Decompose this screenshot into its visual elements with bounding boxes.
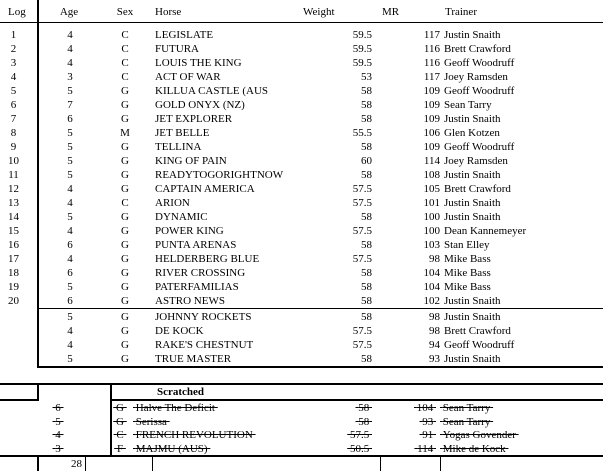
table-row xyxy=(0,126,603,140)
horse-name-cell: GOLD ONYX (NZ) xyxy=(155,99,245,111)
header-underline xyxy=(0,22,603,23)
merit-rating-cell: 93 xyxy=(429,353,440,365)
age-cell: 4 xyxy=(67,183,73,195)
column-header-log: Log xyxy=(8,6,26,18)
log-cell: 3 xyxy=(10,57,17,69)
horse-name-cell: LEGISLATE xyxy=(155,29,214,41)
sex-cell: G xyxy=(116,402,124,414)
weight-cell: 58 xyxy=(361,211,372,223)
log-cell: 13 xyxy=(8,197,19,209)
sex-cell: G xyxy=(121,141,129,153)
weight-cell: 60 xyxy=(361,155,372,167)
trainer-cell: Brett Crawford xyxy=(444,325,511,337)
weight-cell: 58 xyxy=(358,402,370,414)
horse-name-cell: KING OF PAIN xyxy=(155,155,227,167)
table-row xyxy=(0,252,603,266)
weight-cell: 59.5 xyxy=(352,57,372,69)
sex-cell: M xyxy=(120,127,130,139)
weight-cell: 53 xyxy=(361,71,372,83)
table-row xyxy=(0,154,603,168)
trainer-cell: Geoff Woodruff xyxy=(444,141,515,153)
trainer-cell: Mike Bass xyxy=(444,253,491,265)
runner-rows xyxy=(0,28,603,308)
footer-cell-divider-3 xyxy=(152,457,153,471)
horse-name-cell: PATERFAMILIAS xyxy=(155,281,239,293)
age-cell: 4 xyxy=(67,225,73,237)
horse-name-cell: FUTURA xyxy=(155,43,200,55)
horse-name-cell: Serissa xyxy=(135,415,167,428)
trainer-cell: Sean Tarry xyxy=(442,415,491,428)
sex-cell: G xyxy=(121,155,129,167)
age-cell: 4 xyxy=(67,43,73,55)
scratched-header-underline xyxy=(110,399,603,401)
weight-cell: 58 xyxy=(361,311,372,323)
scratched-rows xyxy=(0,401,603,455)
log-cell: 15 xyxy=(8,225,19,237)
weight-cell: 58 xyxy=(361,113,372,125)
weight-cell: 58 xyxy=(361,169,372,181)
weight-cell: 57.5 xyxy=(352,339,372,351)
trainer-cell: Sean Tarry xyxy=(442,402,491,414)
log-cell: 12 xyxy=(8,183,19,195)
reserve-runner-rows xyxy=(0,310,603,366)
log-cell: 4 xyxy=(10,71,17,83)
log-cell: 17 xyxy=(8,253,19,265)
trainer-cell: Geoff Woodruff xyxy=(444,85,515,97)
table-row xyxy=(0,168,603,182)
log-cell: 20 xyxy=(8,295,19,307)
age-cell: 6 xyxy=(55,402,61,414)
table-row xyxy=(0,182,603,196)
horse-name-cell: TRUE MASTER xyxy=(155,353,232,365)
column-header-horse: Horse xyxy=(155,6,182,18)
weight-cell: 59.5 xyxy=(352,29,372,41)
weight-cell: 58 xyxy=(361,85,372,97)
trainer-cell: Justin Snaith xyxy=(444,295,501,307)
horse-name-cell: HELDERBERG BLUE xyxy=(155,253,260,265)
merit-rating-cell: 102 xyxy=(423,295,440,307)
footer-cell-divider-2 xyxy=(85,457,86,471)
merit-rating-cell: 100 xyxy=(423,211,440,223)
table-row xyxy=(0,310,603,324)
trainer-cell: Mike Bass xyxy=(444,267,491,279)
trainer-cell: Justin Snaith xyxy=(444,211,501,223)
horse-name-cell: Halve The Deficit xyxy=(135,402,215,414)
merit-rating-cell: 104 xyxy=(423,267,440,279)
sex-cell: G xyxy=(121,267,129,279)
horse-name-cell: FRENCH REVOLUTION xyxy=(135,429,253,441)
table-row xyxy=(0,28,603,42)
weight-cell: 57.5 xyxy=(350,429,370,441)
column-header-sex: Sex xyxy=(116,6,134,18)
horse-name-cell: DYNAMIC xyxy=(155,211,208,223)
log-cell: 10 xyxy=(8,155,19,167)
merit-rating-cell: 93 xyxy=(422,415,434,428)
age-cell: 4 xyxy=(67,57,73,69)
table-row xyxy=(0,70,603,84)
horse-name-cell: ASTRO NEWS xyxy=(155,295,225,307)
merit-rating-cell: 104 xyxy=(416,402,434,414)
sex-cell: G xyxy=(121,85,129,97)
footer-count-cell: 28 xyxy=(71,458,82,470)
sex-cell: C xyxy=(116,429,124,441)
weight-cell: 58 xyxy=(361,267,372,279)
scratched-left-cell-divider xyxy=(37,385,39,399)
horse-name-cell: ACT OF WAR xyxy=(155,71,221,83)
age-cell: 5 xyxy=(67,311,73,323)
trainer-cell: Brett Crawford xyxy=(444,43,511,55)
table-row xyxy=(0,338,603,352)
merit-rating-cell: 116 xyxy=(423,43,440,55)
log-cell: 16 xyxy=(8,239,19,251)
table-row xyxy=(0,266,603,280)
sex-cell: C xyxy=(121,43,129,55)
trainer-cell: Geoff Woodruff xyxy=(444,339,515,351)
weight-cell: 59.5 xyxy=(352,43,372,55)
sex-cell: C xyxy=(121,29,129,41)
sex-cell: G xyxy=(121,311,129,323)
weight-cell: 57.5 xyxy=(352,325,372,337)
trainer-cell: Dean Kannemeyer xyxy=(444,225,527,237)
age-cell: 5 xyxy=(67,141,73,153)
log-cell: 18 xyxy=(8,267,19,279)
sex-cell: G xyxy=(121,353,129,365)
log-cell: 7 xyxy=(10,113,17,125)
scratched-top-border xyxy=(0,383,603,385)
weight-cell: 58 xyxy=(361,295,372,307)
weight-cell: 57.5 xyxy=(352,253,372,265)
sex-cell: C xyxy=(121,57,129,69)
log-column-divider xyxy=(37,0,39,368)
age-cell: 4 xyxy=(67,253,73,265)
sex-cell: G xyxy=(121,239,129,251)
sex-cell: G xyxy=(121,113,129,125)
trainer-cell: Justin Snaith xyxy=(444,353,501,365)
horse-name-cell: ARION xyxy=(155,197,190,209)
scratched-section-divider xyxy=(110,385,112,455)
trainer-cell: Glen Kotzen xyxy=(444,127,500,139)
age-cell: 4 xyxy=(67,29,73,41)
horse-name-cell: KILLUA CASTLE (AUS xyxy=(155,85,269,97)
trainer-cell: Brett Crawford xyxy=(444,183,511,195)
log-cell: 5 xyxy=(10,85,17,97)
age-cell: 5 xyxy=(55,415,61,428)
age-cell: 4 xyxy=(67,197,73,209)
scratched-left-cell-bottom xyxy=(0,399,39,401)
age-cell: 7 xyxy=(67,99,73,111)
column-header-weight: Weight xyxy=(303,6,335,18)
age-cell: 5 xyxy=(67,85,73,97)
age-cell: 4 xyxy=(67,325,73,337)
trainer-cell: Yogas Govender xyxy=(442,429,516,441)
footer-top-border xyxy=(0,455,603,457)
merit-rating-cell: 101 xyxy=(423,197,440,209)
weight-cell: 55.5 xyxy=(352,127,372,139)
sex-cell: G xyxy=(116,415,124,428)
weight-cell: 58 xyxy=(361,239,372,251)
merit-rating-cell: 98 xyxy=(429,325,440,337)
merit-rating-cell: 104 xyxy=(423,281,440,293)
log-cell: 6 xyxy=(10,99,17,111)
log-cell: 1 xyxy=(10,29,17,41)
weight-cell: 58 xyxy=(361,353,372,365)
table-row xyxy=(0,210,603,224)
age-cell: 6 xyxy=(67,113,73,125)
table-row xyxy=(0,112,603,126)
log-cell: 8 xyxy=(10,127,17,139)
trainer-cell: Mike de Kock xyxy=(442,442,506,455)
merit-rating-cell: 109 xyxy=(423,99,440,111)
merit-rating-cell: 114 xyxy=(417,442,434,455)
column-header-age: Age xyxy=(59,6,79,18)
column-header-mr: MR xyxy=(382,6,400,18)
trainer-cell: Justin Snaith xyxy=(444,311,501,323)
trainer-cell: Justin Snaith xyxy=(444,197,501,209)
footer-cell-divider-4 xyxy=(380,457,381,471)
table-row xyxy=(0,352,603,366)
merit-rating-cell: 103 xyxy=(423,239,440,251)
horse-name-cell: PUNTA ARENAS xyxy=(155,239,237,251)
table-row xyxy=(0,224,603,238)
log-cell: 2 xyxy=(10,43,17,55)
trainer-cell: Mike Bass xyxy=(444,281,491,293)
table-row xyxy=(0,280,603,294)
horse-name-cell: JET EXPLORER xyxy=(155,113,233,125)
sex-cell: G xyxy=(121,99,129,111)
weight-cell: 58 xyxy=(361,99,372,111)
sex-cell: G xyxy=(121,169,129,181)
age-cell: 5 xyxy=(67,281,73,293)
footer-cell-divider-1 xyxy=(37,457,39,471)
table-row xyxy=(0,42,603,56)
table-row xyxy=(0,56,603,70)
column-header-trainer: Trainer xyxy=(445,6,477,18)
age-cell: 6 xyxy=(67,267,73,279)
weight-cell: 50.5 xyxy=(350,442,370,455)
weight-cell: 58 xyxy=(361,141,372,153)
sex-cell: C xyxy=(121,71,129,83)
age-cell: 5 xyxy=(67,353,73,365)
main-table-bottom-border xyxy=(37,366,603,368)
table-row xyxy=(0,294,603,308)
weight-cell: 58 xyxy=(361,281,372,293)
trainer-cell: Geoff Woodruff xyxy=(444,57,515,69)
merit-rating-cell: 98 xyxy=(429,311,440,323)
scratched-table-row xyxy=(0,442,603,456)
horse-name-cell: LOUIS THE KING xyxy=(155,57,242,69)
age-cell: 5 xyxy=(67,127,73,139)
age-cell: 6 xyxy=(67,295,73,307)
table-row xyxy=(0,98,603,112)
sex-cell: G xyxy=(121,225,129,237)
sex-cell: G xyxy=(121,281,129,293)
merit-rating-cell: 106 xyxy=(423,127,440,139)
sex-cell: G xyxy=(121,325,129,337)
merit-rating-cell: 105 xyxy=(423,183,440,195)
merit-rating-cell: 117 xyxy=(423,71,440,83)
table-row xyxy=(0,324,603,338)
age-cell: 4 xyxy=(67,339,73,351)
merit-rating-cell: 108 xyxy=(423,169,440,181)
merit-rating-cell: 117 xyxy=(423,29,440,41)
trainer-cell: Stan Elley xyxy=(444,239,490,251)
horse-name-cell: TELLINA xyxy=(155,141,202,153)
horse-name-cell: RIVER CROSSING xyxy=(155,267,246,279)
age-cell: 3 xyxy=(55,442,61,455)
table-row xyxy=(0,196,603,210)
weight-cell: 57.5 xyxy=(352,183,372,195)
weight-cell: 57.5 xyxy=(352,225,372,237)
merit-rating-cell: 94 xyxy=(429,339,440,351)
table-row xyxy=(0,84,603,98)
horse-name-cell: MAJMU (AUS) xyxy=(135,442,208,455)
log-cell: 9 xyxy=(10,141,17,153)
scratched-table-row xyxy=(0,428,603,442)
horse-name-cell: DE KOCK xyxy=(155,325,204,337)
merit-rating-cell: 109 xyxy=(423,113,440,125)
scratched-table-row xyxy=(0,415,603,429)
age-cell: 4 xyxy=(55,429,61,441)
merit-rating-cell: 100 xyxy=(423,225,440,237)
sex-cell: C xyxy=(121,197,129,209)
table-row xyxy=(0,140,603,154)
merit-rating-cell: 91 xyxy=(422,429,434,441)
scratched-table-row xyxy=(0,401,603,415)
log-cell: 19 xyxy=(8,281,19,293)
horse-name-cell: JET BELLE xyxy=(155,127,210,139)
age-cell: 3 xyxy=(67,71,73,83)
reserve-separator-line xyxy=(37,308,603,309)
merit-rating-cell: 109 xyxy=(423,85,440,97)
trainer-cell: Justin Snaith xyxy=(444,113,501,125)
sex-cell: G xyxy=(121,211,129,223)
merit-rating-cell: 109 xyxy=(423,141,440,153)
scratched-section-label: Scratched xyxy=(157,386,205,398)
weight-cell: 57.5 xyxy=(352,197,372,209)
horse-name-cell: READYTOGORIGHTNOW xyxy=(155,169,284,181)
trainer-cell: Joey Ramsden xyxy=(444,71,508,83)
trainer-cell: Justin Snaith xyxy=(444,169,501,181)
trainer-cell: Sean Tarry xyxy=(444,99,492,111)
age-cell: 5 xyxy=(67,169,73,181)
sex-cell: G xyxy=(121,339,129,351)
horse-name-cell: CAPTAIN AMERICA xyxy=(155,183,255,195)
table-row xyxy=(0,238,603,252)
horse-name-cell: RAKE'S CHESTNUT xyxy=(155,339,254,351)
weight-cell: 58 xyxy=(358,415,370,428)
age-cell: 6 xyxy=(67,239,73,251)
sex-cell: F xyxy=(116,442,124,455)
horse-name-cell: JOHNNY ROCKETS xyxy=(155,311,252,323)
merit-rating-cell: 114 xyxy=(423,155,440,167)
horse-name-cell: POWER KING xyxy=(155,225,224,237)
age-cell: 5 xyxy=(67,155,73,167)
merit-rating-cell: 116 xyxy=(423,57,440,69)
log-cell: 11 xyxy=(8,169,19,181)
footer-cell-divider-5 xyxy=(440,457,441,471)
age-cell: 5 xyxy=(67,211,73,223)
trainer-cell: Joey Ramsden xyxy=(444,155,508,167)
sex-cell: G xyxy=(121,295,129,307)
log-cell: 14 xyxy=(8,211,19,223)
trainer-cell: Justin Snaith xyxy=(444,29,501,41)
merit-rating-cell: 98 xyxy=(429,253,440,265)
sex-cell: G xyxy=(121,183,129,195)
sex-cell: G xyxy=(121,253,129,265)
